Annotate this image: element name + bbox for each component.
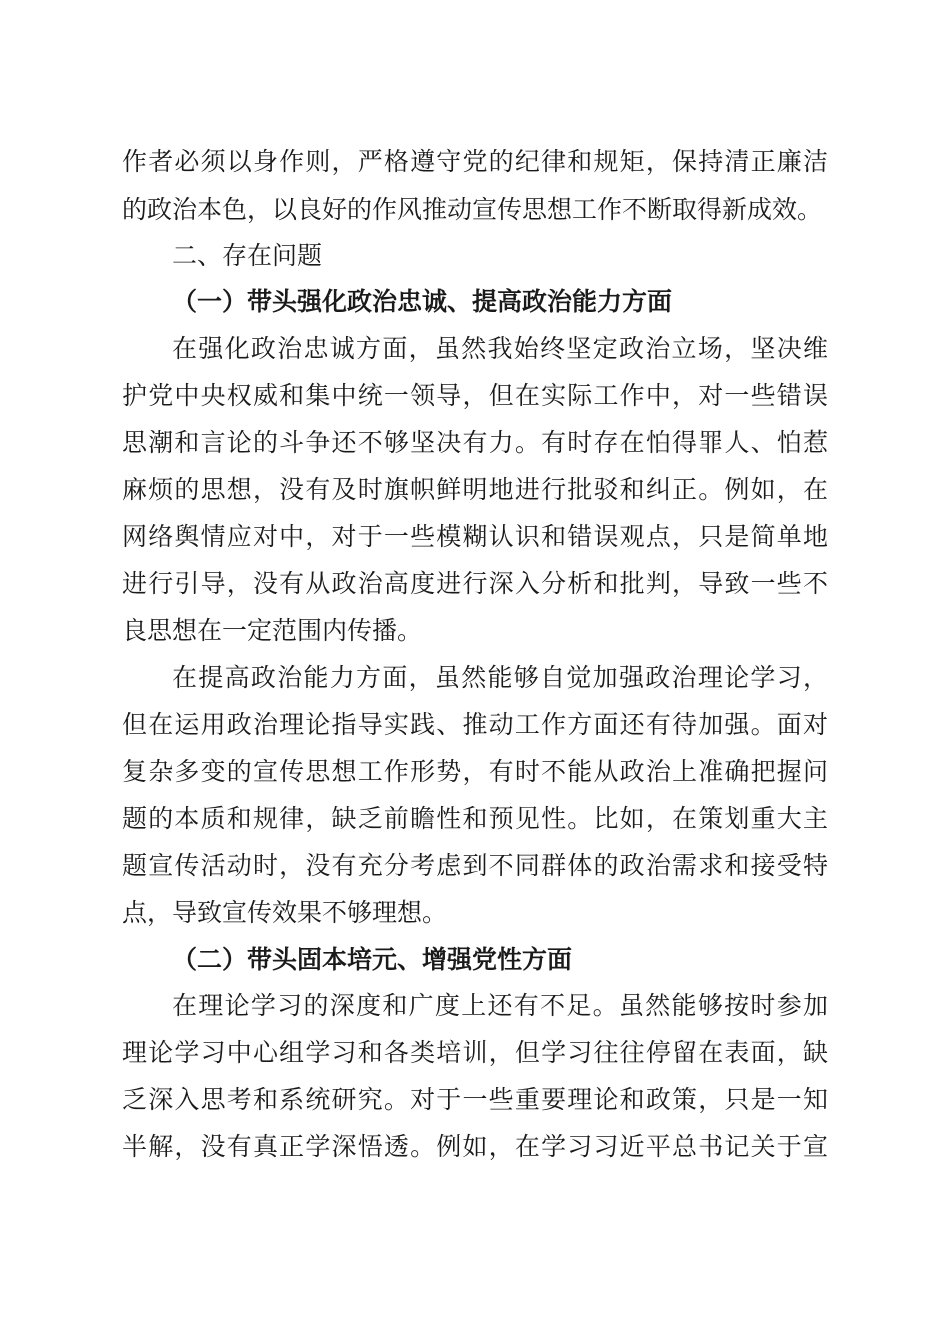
body-line: 理论学习中心组学习和各类培训，但学习往往停留在表面，缺 — [122, 1038, 828, 1067]
body-line: 麻烦的思想，没有及时旗帜鲜明地进行批驳和纠正。例如，在 — [122, 475, 828, 504]
body-line: 在提高政治能力方面，虽然能够自觉加强政治理论学习， — [172, 663, 828, 692]
body-line: 思潮和言论的斗争还不够坚决有力。有时存在怕得罪人、怕惹 — [122, 428, 828, 457]
body-line: 但在运用政治理论指导实践、推动工作方面还有待加强。面对 — [122, 710, 828, 739]
body-line: 在理论学习的深度和广度上还有不足。虽然能够按时参加 — [172, 991, 828, 1020]
subsection-heading: （一）带头强化政治忠诚、提高政治能力方面 — [172, 287, 673, 316]
body-line: 网络舆情应对中，对于一些模糊认识和错误观点，只是简单地 — [122, 522, 828, 551]
body-line: 的政治本色，以良好的作风推动宣传思想工作不断取得新成效。 — [122, 195, 823, 224]
body-line: 题宣传活动时，没有充分考虑到不同群体的政治需求和接受特 — [122, 851, 828, 880]
body-line: 良思想在一定范围内传播。 — [122, 616, 423, 645]
body-line: 半解，没有真正学深悟透。例如，在学习习近平总书记关于宣 — [122, 1132, 828, 1161]
body-line: 点，导致宣传效果不够理想。 — [122, 898, 448, 927]
body-line: 乏深入思考和系统研究。对于一些重要理论和政策，只是一知 — [122, 1085, 828, 1114]
body-line: 进行引导，没有从政治高度进行深入分析和批判，导致一些不 — [122, 569, 828, 598]
body-line: 在强化政治忠诚方面，虽然我始终坚定政治立场，坚决维 — [172, 334, 828, 363]
body-line: 题的本质和规律，缺乏前瞻性和预见性。比如，在策划重大主 — [122, 804, 828, 833]
body-line: 护党中央权威和集中统一领导，但在实际工作中，对一些错误 — [122, 381, 828, 410]
body-line: 作者必须以身作则，严格遵守党的纪律和规矩，保持清正廉洁 — [122, 147, 828, 176]
body-line: 复杂多变的宣传思想工作形势，有时不能从政治上准确把握问 — [122, 757, 828, 786]
subsection-heading: （二）带头固本培元、增强党性方面 — [172, 945, 573, 974]
section-heading: 二、存在问题 — [172, 241, 323, 270]
